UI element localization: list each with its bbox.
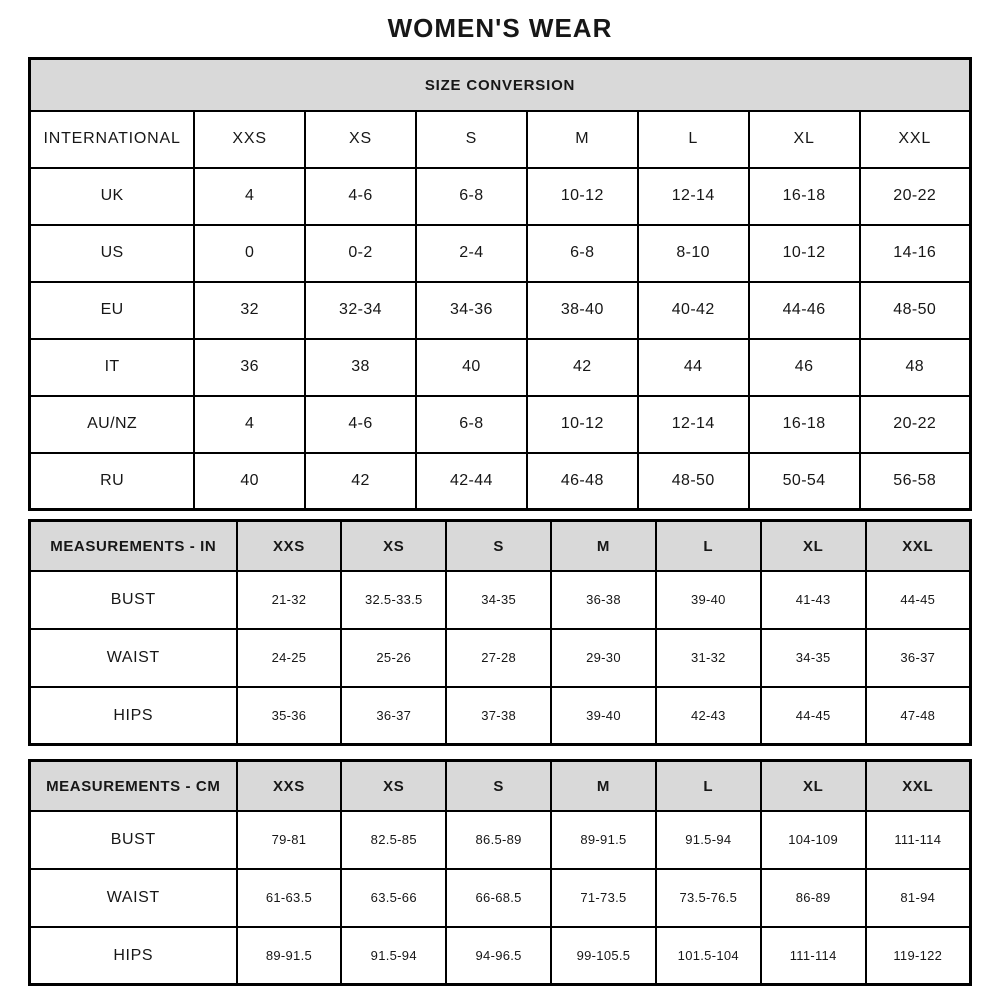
column-header-xs: XS [341, 761, 446, 811]
table-row [30, 396, 971, 453]
size-value-cell: 91.5-94 [341, 927, 446, 985]
size-value-cell: 46-48 [527, 453, 638, 510]
size-value-cell: 73.5-76.5 [656, 869, 761, 927]
size-value-cell: 86.5-89 [446, 811, 551, 869]
size-value-cell: 35-36 [237, 687, 342, 745]
size-value-cell: 4-6 [305, 168, 416, 225]
size-value-cell: 71-73.5 [551, 869, 656, 927]
row-label-waist: WAIST [30, 869, 237, 927]
column-header-xl: XL [761, 761, 866, 811]
row-label-hips: HIPS [30, 687, 237, 745]
page-title: WOMEN'S WEAR [387, 13, 613, 43]
column-header-xxs: XXS [194, 111, 305, 168]
row-label-ru: RU [30, 453, 195, 510]
size-value-cell: 10-12 [527, 168, 638, 225]
table-row [30, 282, 971, 339]
table-row [30, 339, 971, 396]
table-caption-row [30, 59, 971, 111]
size-value-cell: 79-81 [237, 811, 342, 869]
row-label-bust: BUST [30, 811, 237, 869]
size-value-cell: 39-40 [551, 687, 656, 745]
size-value-cell: 66-68.5 [446, 869, 551, 927]
column-header-s: S [446, 521, 551, 571]
size-value-cell: 27-28 [446, 629, 551, 687]
measurements-in-table [28, 519, 972, 746]
size-value-cell: 16-18 [749, 168, 860, 225]
size-value-cell: 86-89 [761, 869, 866, 927]
size-value-cell: 12-14 [638, 168, 749, 225]
size-value-cell: 99-105.5 [551, 927, 656, 985]
size-value-cell: 32 [194, 282, 305, 339]
column-header-xxl: XXL [866, 521, 971, 571]
table-row [30, 687, 971, 745]
measurements-cm-table [28, 759, 972, 986]
size-value-cell: 50-54 [749, 453, 860, 510]
column-header-international: INTERNATIONAL [30, 111, 195, 168]
table-row [30, 869, 971, 927]
column-header-s: S [446, 761, 551, 811]
size-value-cell: 89-91.5 [551, 811, 656, 869]
size-value-cell: 0-2 [305, 225, 416, 282]
size-value-cell: 104-109 [761, 811, 866, 869]
size-value-cell: 39-40 [656, 571, 761, 629]
row-label-uk: UK [30, 168, 195, 225]
table-row [30, 927, 971, 985]
size-value-cell: 42 [305, 453, 416, 510]
size-value-cell: 94-96.5 [446, 927, 551, 985]
size-value-cell: 36-37 [341, 687, 446, 745]
size-value-cell: 47-48 [866, 687, 971, 745]
size-value-cell: 10-12 [749, 225, 860, 282]
size-value-cell: 111-114 [866, 811, 971, 869]
column-header-l: L [656, 521, 761, 571]
size-value-cell: 61-63.5 [237, 869, 342, 927]
column-header-xs: XS [305, 111, 416, 168]
row-label-us: US [30, 225, 195, 282]
size-value-cell: 44-46 [749, 282, 860, 339]
table-row [30, 629, 971, 687]
size-value-cell: 40-42 [638, 282, 749, 339]
row-label-it: IT [30, 339, 195, 396]
column-header-l: L [656, 761, 761, 811]
column-header-xs: XS [341, 521, 446, 571]
size-value-cell: 41-43 [761, 571, 866, 629]
size-value-cell: 20-22 [860, 396, 971, 453]
size-value-cell: 89-91.5 [237, 927, 342, 985]
column-header-s: S [416, 111, 527, 168]
size-value-cell: 31-32 [656, 629, 761, 687]
table-row [30, 225, 971, 282]
size-value-cell: 36 [194, 339, 305, 396]
size-value-cell: 16-18 [749, 396, 860, 453]
size-value-cell: 101.5-104 [656, 927, 761, 985]
size-value-cell: 82.5-85 [341, 811, 446, 869]
table-caption-size-conversion: SIZE CONVERSION [30, 59, 971, 111]
size-value-cell: 24-25 [237, 629, 342, 687]
row-label-au-nz: AU/NZ [30, 396, 195, 453]
size-value-cell: 4-6 [305, 396, 416, 453]
size-value-cell: 29-30 [551, 629, 656, 687]
size-value-cell: 48 [860, 339, 971, 396]
size-value-cell: 42-44 [416, 453, 527, 510]
size-value-cell: 32.5-33.5 [341, 571, 446, 629]
row-label-waist: WAIST [30, 629, 237, 687]
size-value-cell: 38 [305, 339, 416, 396]
size-value-cell: 42-43 [656, 687, 761, 745]
size-value-cell: 25-26 [341, 629, 446, 687]
size-value-cell: 36-38 [551, 571, 656, 629]
size-value-cell: 42 [527, 339, 638, 396]
size-value-cell: 56-58 [860, 453, 971, 510]
size-value-cell: 6-8 [527, 225, 638, 282]
size-value-cell: 48-50 [638, 453, 749, 510]
size-value-cell: 111-114 [761, 927, 866, 985]
size-value-cell: 40 [416, 339, 527, 396]
row-label-bust: BUST [30, 571, 237, 629]
row-label-hips: HIPS [30, 927, 237, 985]
column-header-xxl: XXL [860, 111, 971, 168]
size-value-cell: 36-37 [866, 629, 971, 687]
column-header-measurements-cm: MEASUREMENTS - CM [30, 761, 237, 811]
table-header-row [30, 761, 971, 811]
column-header-xxs: XXS [237, 761, 342, 811]
column-header-l: L [638, 111, 749, 168]
size-value-cell: 38-40 [527, 282, 638, 339]
column-header-xxs: XXS [237, 521, 342, 571]
size-value-cell: 4 [194, 168, 305, 225]
size-value-cell: 44-45 [761, 687, 866, 745]
size-value-cell: 91.5-94 [656, 811, 761, 869]
row-label-eu: EU [30, 282, 195, 339]
column-header-m: M [551, 521, 656, 571]
size-value-cell: 34-35 [761, 629, 866, 687]
column-header-m: M [527, 111, 638, 168]
size-value-cell: 48-50 [860, 282, 971, 339]
size-value-cell: 8-10 [638, 225, 749, 282]
table-row [30, 453, 971, 510]
size-value-cell: 37-38 [446, 687, 551, 745]
column-header-xl: XL [749, 111, 860, 168]
size-guide-page [28, 0, 972, 986]
size-value-cell: 63.5-66 [341, 869, 446, 927]
column-header-m: M [551, 761, 656, 811]
size-value-cell: 32-34 [305, 282, 416, 339]
size-value-cell: 34-35 [446, 571, 551, 629]
size-value-cell: 4 [194, 396, 305, 453]
table-header-row [30, 111, 971, 168]
size-value-cell: 44-45 [866, 571, 971, 629]
size-value-cell: 10-12 [527, 396, 638, 453]
size-value-cell: 34-36 [416, 282, 527, 339]
size-value-cell: 20-22 [860, 168, 971, 225]
size-value-cell: 6-8 [416, 168, 527, 225]
table-header-row [30, 521, 971, 571]
column-header-xxl: XXL [866, 761, 971, 811]
column-header-xl: XL [761, 521, 866, 571]
size-value-cell: 44 [638, 339, 749, 396]
size-conversion-table [28, 57, 972, 511]
size-value-cell: 0 [194, 225, 305, 282]
size-value-cell: 40 [194, 453, 305, 510]
size-value-cell: 6-8 [416, 396, 527, 453]
size-value-cell: 14-16 [860, 225, 971, 282]
size-value-cell: 21-32 [237, 571, 342, 629]
size-value-cell: 81-94 [866, 869, 971, 927]
table-row [30, 168, 971, 225]
table-row [30, 571, 971, 629]
size-value-cell: 119-122 [866, 927, 971, 985]
size-value-cell: 2-4 [416, 225, 527, 282]
column-header-measurements-in: MEASUREMENTS - IN [30, 521, 237, 571]
size-value-cell: 12-14 [638, 396, 749, 453]
size-value-cell: 46 [749, 339, 860, 396]
table-row [30, 811, 971, 869]
